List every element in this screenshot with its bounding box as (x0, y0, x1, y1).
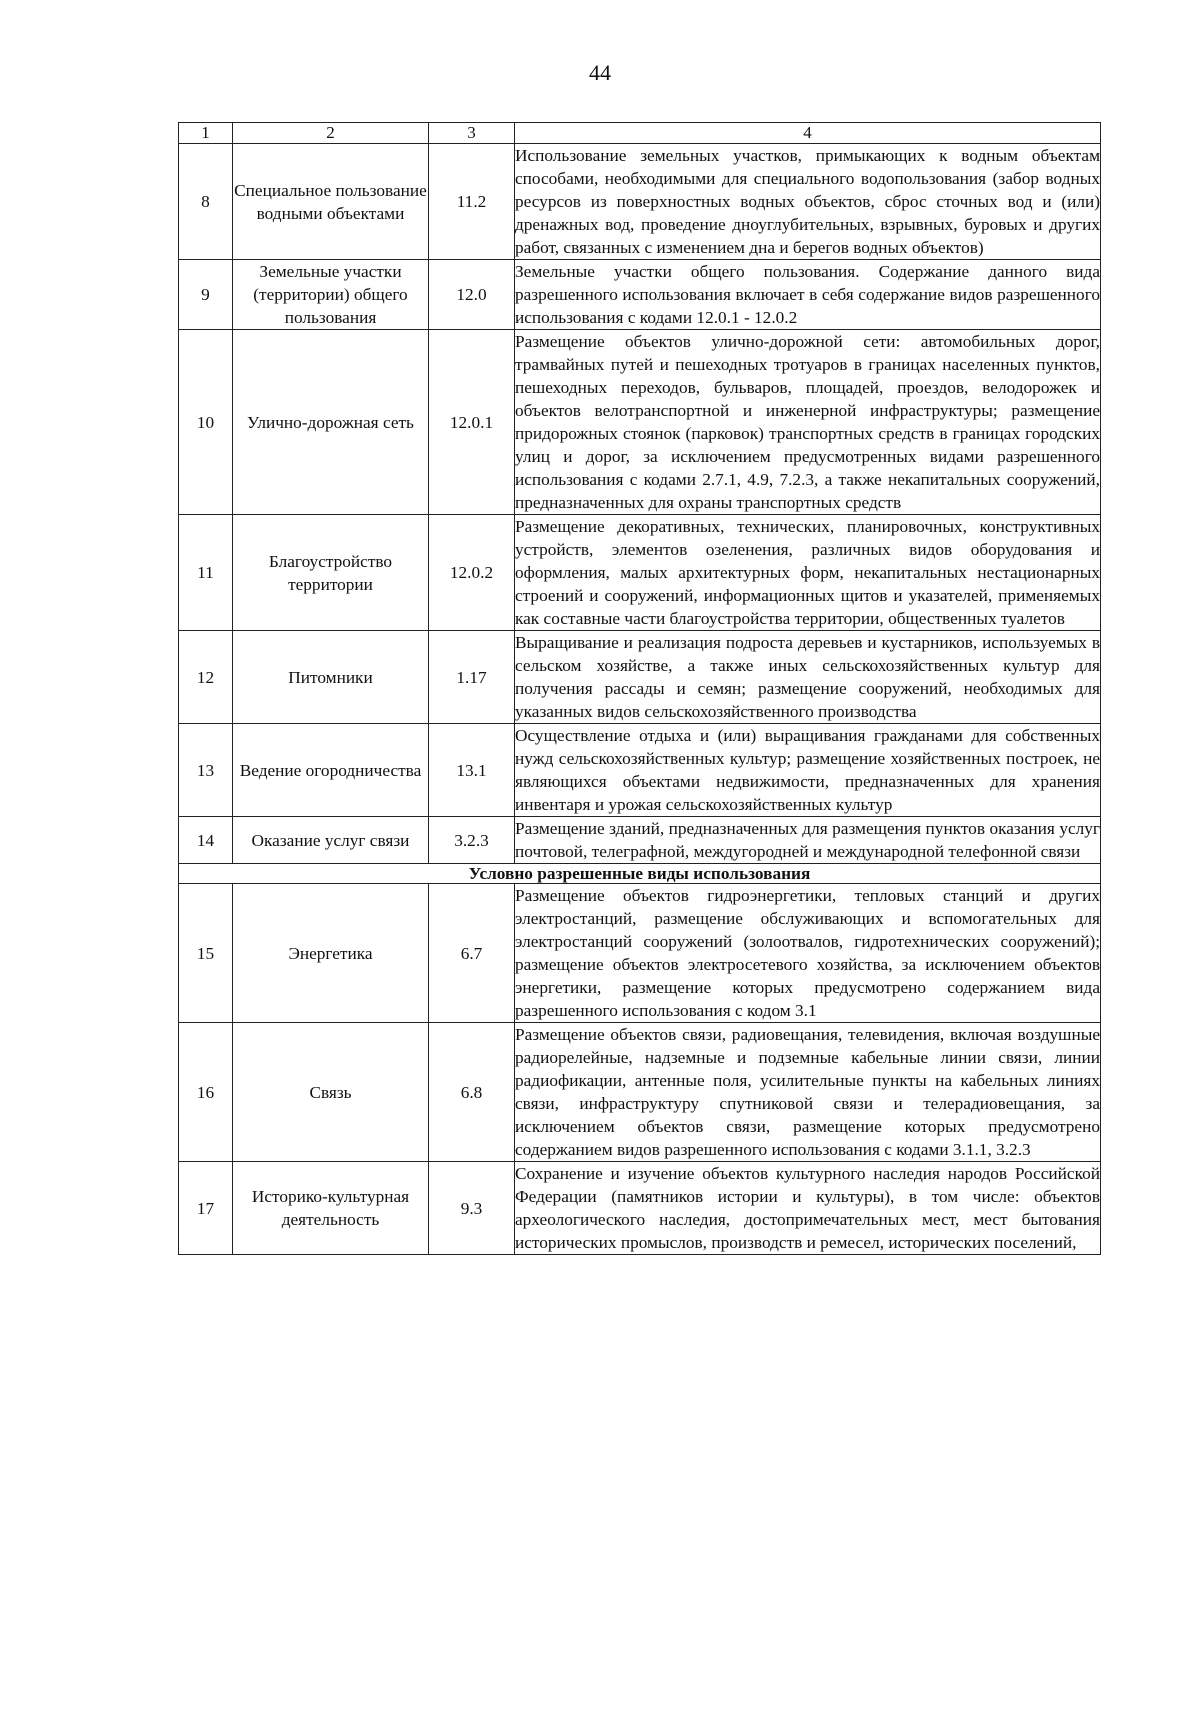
table-row (179, 260, 1101, 330)
use-type-description: Земельные участки общего пользования. Содержание данного вида разрешенного использования включает в себя содержание видов разрешенного использования с кодами 12.0.1 - 12.0.2 (515, 260, 1101, 330)
row-number: 14 (179, 817, 233, 864)
row-number: 8 (179, 144, 233, 260)
table-row (179, 631, 1101, 724)
section-title: Условно разрешенные виды использования (179, 864, 1101, 884)
use-type-code: 1.17 (429, 631, 515, 724)
use-type-name: Историко-культурная деятельность (233, 1162, 429, 1255)
use-type-name: Специальное пользование водными объектами (233, 144, 429, 260)
use-type-name: Улично-дорожная сеть (233, 330, 429, 515)
use-type-description: Размещение объектов улично-дорожной сети: автомобильных дорог, трамвайных путей и пешеходных тротуаров в границах населенных пунктов, пешеходных переходов, бульваров, площадей, проездов, велодорожек и объектов велотранспортной и инженерной инфраструктуры; размещение придорожных стоянок (парковок) транспортных средств в границах городских улиц и дорог, за исключением предусмотренных видами разрешенного использования с кодами 2.7.1, 4.9, 7.2.3, а также некапитальных сооружений, предназначенных для охраны транспортных средств (515, 330, 1101, 515)
table-row (179, 144, 1101, 260)
use-type-name: Благоустройство территории (233, 515, 429, 631)
row-number: 9 (179, 260, 233, 330)
use-type-description: Размещение объектов связи, радиовещания, телевидения, включая воздушные радиорелейные, надземные и подземные кабельные линии связи, линии радиофикации, антенные поля, усилительные пункты на кабельных линиях связи, инфраструктуру спутниковой связи и телерадиовещания, за исключением объектов связи, размещение которых предусмотрено содержанием видов разрешенного использования с кодами 3.1.1, 3.2.3 (515, 1023, 1101, 1162)
table-row (179, 515, 1101, 631)
use-type-code: 6.8 (429, 1023, 515, 1162)
row-number: 17 (179, 1162, 233, 1255)
use-type-code: 9.3 (429, 1162, 515, 1255)
header-col-1: 1 (179, 123, 233, 144)
table-header-row (179, 123, 1101, 144)
table-row (179, 724, 1101, 817)
use-type-code: 12.0.2 (429, 515, 515, 631)
use-type-name: Ведение огородничества (233, 724, 429, 817)
use-type-description: Размещение декоративных, технических, планировочных, конструктивных устройств, элементов озеленения, различных видов оборудования и оформления, малых архитектурных форм, некапитальных нестационарных строений и сооружений, информационных щитов и указателей, применяемых как составные части благоустройства территории, общественных туалетов (515, 515, 1101, 631)
use-type-code: 3.2.3 (429, 817, 515, 864)
use-type-description: Использование земельных участков, примыкающих к водным объектам способами, необходимыми для специального водопользования (забор водных ресурсов из поверхностных водных объектов, сброс сточных вод и (или) дренажных вод, проведение дноуглубительных, взрывных, буровых и других работ, связанных с изменением дна и берегов водных объектов) (515, 144, 1101, 260)
use-type-name: Связь (233, 1023, 429, 1162)
use-type-description: Сохранение и изучение объектов культурного наследия народов Российской Федерации (памятников истории и культуры), в том числе: объектов археологического наследия, достопримечательных мест, мест бытования исторических промыслов, производств и ремесел, исторических поселений, (515, 1162, 1101, 1255)
use-type-name: Земельные участки (территории) общего пользования (233, 260, 429, 330)
use-type-description: Осуществление отдыха и (или) выращивания гражданами для собственных нужд сельскохозяйственных культур; размещение хозяйственных построек, не являющихся объектами недвижимости, предназначенных для хранения инвентаря и урожая сельскохозяйственных культур (515, 724, 1101, 817)
permitted-use-table (178, 122, 1101, 1255)
use-type-description: Выращивание и реализация подроста деревьев и кустарников, используемых в сельском хозяйстве, а также иных сельскохозяйственных культур для получения рассады и семян; размещение сооружений, необходимых для указанных видов сельскохозяйственного производства (515, 631, 1101, 724)
use-type-code: 13.1 (429, 724, 515, 817)
use-type-code: 11.2 (429, 144, 515, 260)
row-number: 15 (179, 884, 233, 1023)
row-number: 16 (179, 1023, 233, 1162)
table-row (179, 817, 1101, 864)
table-row (179, 884, 1101, 1023)
row-number: 12 (179, 631, 233, 724)
page-number: 44 (589, 60, 611, 85)
table-row (179, 1023, 1101, 1162)
use-type-name: Питомники (233, 631, 429, 724)
table-row (179, 330, 1101, 515)
row-number: 10 (179, 330, 233, 515)
use-type-name: Оказание услуг связи (233, 817, 429, 864)
section-header-row (179, 864, 1101, 884)
header-col-3: 3 (429, 123, 515, 144)
use-type-code: 12.0 (429, 260, 515, 330)
row-number: 13 (179, 724, 233, 817)
use-type-description: Размещение зданий, предназначенных для размещения пунктов оказания услуг почтовой, телеграфной, междугородней и международной телефонной связи (515, 817, 1101, 864)
header-col-2: 2 (233, 123, 429, 144)
use-type-description: Размещение объектов гидроэнергетики, тепловых станций и других электростанций, размещение обслуживающих и вспомогательных для электростанций сооружений (золоотвалов, гидротехнических сооружений); размещение объектов электросетевого хозяйства, за исключением объектов энергетики, размещение которых предусмотрено содержанием вида разрешенного использования с кодом 3.1 (515, 884, 1101, 1023)
table-row (179, 1162, 1101, 1255)
row-number: 11 (179, 515, 233, 631)
use-type-code: 6.7 (429, 884, 515, 1023)
header-col-4: 4 (515, 123, 1101, 144)
use-type-code: 12.0.1 (429, 330, 515, 515)
use-type-name: Энергетика (233, 884, 429, 1023)
